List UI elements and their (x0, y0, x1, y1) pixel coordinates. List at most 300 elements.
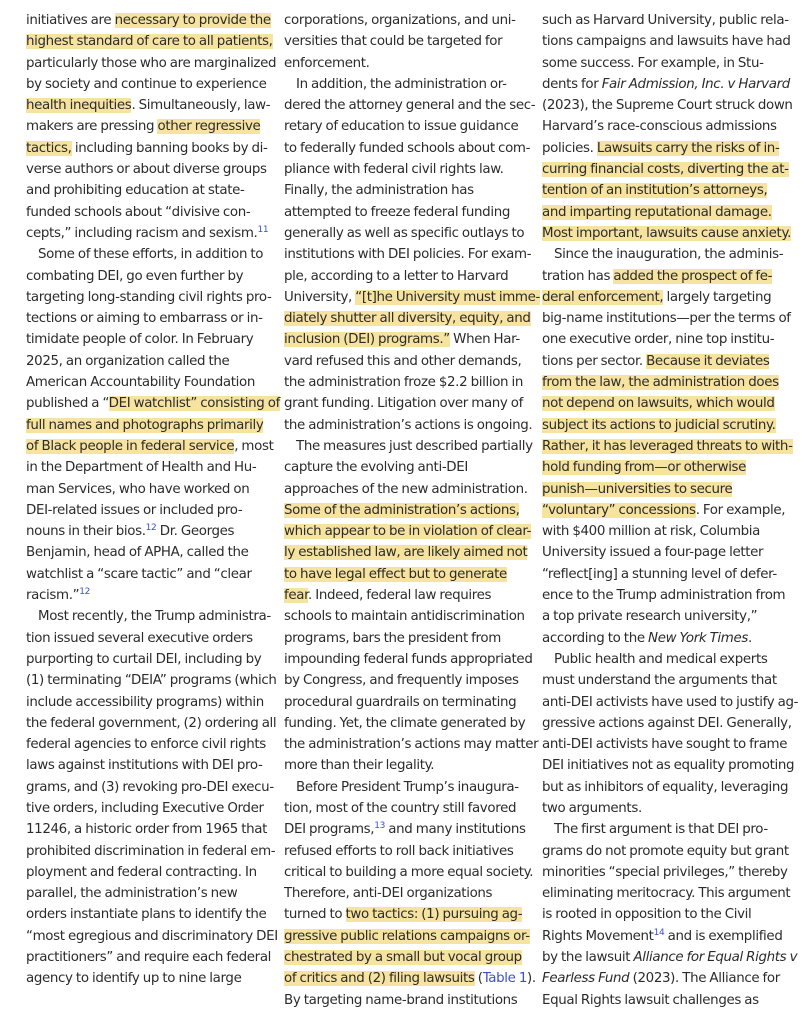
text-segment: by society and continue to experience (26, 76, 267, 92)
text-line (284, 351, 526, 372)
text-segment: including banning books by di- (71, 140, 268, 156)
text-line (542, 947, 798, 968)
text-line (542, 585, 784, 606)
highlighted-text: Because it deviates (646, 353, 770, 369)
text-segment: two arguments. (542, 800, 642, 816)
text-segment: In addition, the administration or- (296, 76, 507, 92)
highlighted-text: full names and photographs primarily (26, 417, 264, 433)
text-segment: cepts,” including racism and sexism. (26, 225, 258, 241)
text-line (542, 542, 784, 563)
text-segment: Dr. Georges (156, 524, 235, 540)
text-line (26, 649, 268, 670)
text-line (542, 606, 784, 627)
highlighted-text: of critics and (2) filing lawsuits (284, 971, 475, 987)
text-segment: in the Department of Health and Hu- (26, 460, 257, 476)
footnote-reference-link[interactable]: 12 (145, 523, 157, 534)
highlighted-text: of Black people in federal service (26, 438, 235, 454)
highlighted-text: Most important, lawsuits cause anxiety. (542, 225, 792, 241)
highlighted-text: ly established law, are likely aimed not (284, 545, 528, 561)
text-line (26, 138, 268, 159)
text-segment: impounding federal funds appropriated (284, 651, 533, 667)
text-line (26, 692, 268, 713)
text-line (284, 947, 526, 968)
text-line (542, 819, 784, 840)
text-segment: Harvard’s race-conscious admissions (542, 119, 777, 135)
text-segment: University, (284, 289, 356, 305)
text-segment: versities that could be targeted for (284, 34, 503, 50)
text-line (284, 649, 533, 670)
text-line (26, 968, 268, 989)
text-line (284, 606, 526, 627)
text-segment: verse authors or about diverse groups (26, 162, 267, 178)
text-line (542, 968, 784, 989)
text-line (26, 947, 272, 968)
text-line (542, 436, 793, 457)
text-line (542, 755, 795, 776)
highlighted-text: two tactics: (1) pursuing ag- (345, 907, 523, 923)
italic-text: New York Times (648, 630, 748, 646)
highlighted-text: to have legal effect but to generate (284, 566, 507, 582)
text-segment: tion issued several executive orders (26, 630, 253, 646)
text-segment: such as Harvard University, public rela- (542, 13, 789, 28)
text-segment: a top private research university,” (542, 609, 758, 625)
text-column-1 (26, 10, 280, 990)
text-segment: , most (234, 438, 274, 454)
text-segment: man Services, who have worked on (26, 481, 250, 497)
text-segment: the administration’s actions may matter (284, 737, 539, 753)
text-segment: (1) terminating “DEIA” programs (which (26, 673, 277, 689)
text-segment: Rights Movement (542, 928, 654, 944)
highlighted-text: tention of an institution’s attorneys, (542, 183, 768, 199)
text-line (284, 904, 526, 925)
text-line (284, 755, 526, 776)
highlighted-text: curring financial costs, diverting the at- (542, 162, 789, 178)
text-segment: the administration’s actions is ongoing. (284, 417, 533, 433)
text-line (26, 521, 268, 542)
text-line (542, 841, 789, 862)
text-segment: by the lawsuit (542, 950, 634, 966)
text-line (542, 777, 789, 798)
highlighted-text: added the prospect of fe- (613, 268, 773, 284)
text-line (26, 883, 268, 904)
highlighted-text: Rather, it has leveraged threats to with- (542, 438, 793, 454)
text-line (284, 95, 536, 116)
text-line (284, 500, 526, 521)
highlighted-text: “[t]he University must imme- (355, 289, 540, 305)
text-line (284, 777, 526, 798)
text-line (284, 223, 526, 244)
text-segment: grams, and (3) revoking pro-DEI execu- (26, 779, 274, 795)
text-segment: Some of these efforts, in addition to (38, 247, 264, 263)
text-segment: When Har- (449, 332, 520, 348)
text-segment: University issued a four-page letter (542, 545, 764, 561)
highlighted-text: deral enforcement, (542, 289, 664, 305)
text-segment: Therefore, anti-DEI organizations (284, 886, 493, 902)
highlighted-text: subject its actions to judicial scrutiny. (542, 417, 776, 433)
text-segment: purporting to curtail DEI, including by (26, 651, 262, 667)
text-line (26, 606, 271, 627)
text-line (542, 862, 788, 883)
text-line (26, 287, 272, 308)
highlighted-text: DEI watchlist” consisting of (108, 396, 280, 412)
text-segment: dents for (542, 76, 602, 92)
text-line (26, 479, 268, 500)
text-line (284, 287, 540, 308)
text-line (542, 479, 784, 500)
text-segment: refused efforts to roll back initiatives (284, 843, 514, 859)
text-segment: attempted to freeze federal funding (284, 204, 510, 220)
italic-text: Fearless Fund (542, 971, 630, 987)
text-segment: programs, bars the president from (284, 630, 501, 646)
text-line (542, 904, 784, 925)
text-segment: . For example, (695, 502, 786, 518)
text-segment: laws against institutions with DEI pro- (26, 758, 263, 774)
text-line (284, 415, 533, 436)
text-line (284, 180, 526, 201)
text-line (542, 415, 784, 436)
text-line (284, 585, 526, 606)
text-segment: eliminating meritocracy. This argument (542, 886, 791, 902)
text-line (542, 692, 799, 713)
text-segment: policies. (542, 140, 597, 156)
text-line (284, 521, 532, 542)
text-line (284, 436, 533, 457)
text-segment: capture the evolving anti-DEI (284, 460, 468, 476)
text-line (284, 393, 526, 414)
text-line (284, 10, 526, 31)
text-segment: and many institutions (385, 822, 526, 838)
text-line (284, 308, 531, 329)
text-segment: Equal Rights lawsuit challenges as (542, 992, 759, 1008)
text-segment: tration has (542, 268, 614, 284)
text-segment: some success. For example, in Stu- (542, 55, 764, 71)
footnote-reference-link[interactable]: 11 (257, 224, 269, 235)
text-line (284, 841, 526, 862)
text-line (26, 819, 268, 840)
text-segment: with $400 million at risk, Columbia (542, 524, 761, 540)
text-segment: is rooted in opposition to the Civil (542, 907, 752, 923)
highlighted-text: highest standard of care to all patients, (26, 34, 273, 50)
text-column-2 (284, 10, 540, 1011)
text-segment: funding. Yet, the climate generated by (284, 715, 526, 731)
text-segment: parallel, the administration’s new (26, 886, 238, 902)
text-segment: “reflect[ing] a stunning level of defer- (542, 566, 777, 582)
text-line (26, 415, 268, 436)
highlighted-text: hold funding from—or otherwise (542, 460, 747, 476)
text-segment: published a “ (26, 396, 109, 412)
highlighted-text: other regressive (157, 119, 261, 135)
text-line (542, 329, 784, 350)
text-segment: dered the attorney general and the sec- (284, 98, 536, 114)
italic-text: Fair Admission, Inc. v Harvard (601, 76, 790, 92)
text-line (284, 31, 526, 52)
text-line (284, 159, 526, 180)
text-segment: retary of education to issue guidance (284, 119, 519, 135)
text-line (542, 116, 784, 137)
text-segment: more than their legality. (284, 758, 435, 774)
text-segment: agency to identify up to nine large (26, 971, 242, 987)
text-segment: anti-DEI activists have sought to frame (542, 737, 788, 753)
text-segment: Before President Trump’s inaugura- (296, 779, 519, 795)
text-line (542, 74, 790, 95)
text-segment: grams do not promote equity but grant (542, 843, 789, 859)
text-line (26, 266, 268, 287)
text-line (26, 670, 277, 691)
text-line (26, 777, 274, 798)
text-segment: schools to maintain antidiscrimination (284, 609, 525, 625)
text-line (284, 990, 526, 1011)
text-line (542, 10, 789, 31)
footnote-reference-link[interactable]: 14 (653, 927, 665, 938)
text-line (542, 308, 791, 329)
italic-text: Alliance for Equal Rights v (633, 950, 798, 966)
text-segment: procedural guardrails on terminating (284, 694, 517, 710)
text-line (284, 74, 526, 95)
text-segment: one executive order, nine top institu- (542, 332, 775, 348)
text-line (26, 862, 268, 883)
text-segment: but as inhibitors of equality, leveraging (542, 779, 789, 795)
highlighted-text: diately shutter all diversity, equity, and (284, 311, 531, 327)
text-line (284, 968, 536, 989)
text-line (542, 670, 784, 691)
text-line (26, 713, 277, 734)
text-segment: enforcement. (284, 55, 370, 71)
text-line (26, 372, 268, 393)
text-line (26, 564, 268, 585)
text-line (284, 244, 532, 265)
text-segment: . Indeed, federal law requires (308, 588, 492, 604)
text-segment: American Accountability Foundation (26, 375, 255, 391)
text-segment: Public health and medical experts (554, 651, 768, 667)
text-segment: prohibited discrimination in federal em- (26, 843, 276, 859)
text-line (26, 74, 268, 95)
text-segment: funded schools about “divisive con- (26, 204, 251, 220)
text-segment: tive orders, including Executive Order (26, 800, 264, 816)
text-line (284, 372, 526, 393)
text-segment: grant funding. Litigation over many of (284, 396, 524, 412)
text-line (284, 819, 526, 840)
text-line (542, 883, 791, 904)
text-segment: tion, most of the country still favored (284, 800, 517, 816)
text-segment: DEI programs, (284, 822, 375, 838)
text-line (26, 116, 268, 137)
text-segment: tections or aiming to embarrass or in- (26, 311, 263, 327)
text-segment: to federally funded schools about com- (284, 140, 531, 156)
text-line (26, 308, 268, 329)
text-line (26, 393, 280, 414)
text-line (26, 926, 278, 947)
table-reference-link[interactable]: Table 1 (482, 971, 528, 987)
text-segment: big-name institutions—per the terms of (542, 311, 791, 327)
text-line (542, 95, 793, 116)
text-line (542, 180, 784, 201)
text-line (26, 734, 268, 755)
text-segment: institutions with DEI policies. For exam- (284, 247, 532, 263)
text-line (284, 628, 526, 649)
text-line (542, 649, 784, 670)
text-line (542, 159, 789, 180)
text-line (284, 138, 531, 159)
text-segment: Finally, the administration has (284, 183, 474, 199)
text-segment: 2025, an organization called the (26, 353, 230, 369)
text-segment: DEI initiatives not as equality promoting (542, 758, 795, 774)
highlighted-text: and imparting reputational damage. (542, 204, 772, 220)
text-line (542, 202, 784, 223)
highlighted-text: health inequities (26, 98, 132, 114)
text-segment: gressive actions against DEI. Generally, (542, 715, 792, 731)
text-line (542, 798, 784, 819)
text-line (284, 542, 526, 563)
highlighted-text: inclusion (DEI) programs.” (284, 332, 450, 348)
text-line (284, 926, 530, 947)
text-segment: critical to building a more equal society. (284, 864, 534, 880)
highlighted-text: Some of the administration’s actions, (284, 502, 520, 518)
text-line (542, 287, 784, 308)
text-segment: timidate people of color. In February (26, 332, 254, 348)
text-line (542, 393, 784, 414)
text-segment: minorities “special privileges,” thereby (542, 864, 788, 880)
text-segment: particularly those who are marginalized (26, 55, 277, 71)
text-segment: the administration froze $2.2 billion in (284, 375, 523, 391)
text-line (542, 457, 784, 478)
text-line (542, 372, 784, 393)
text-segment: ployment and federal contracting. In (26, 864, 257, 880)
text-line (284, 116, 526, 137)
text-segment: by Congress, and frequently imposes (284, 673, 519, 689)
text-segment: ple, according to a letter to Harvard (284, 268, 509, 284)
text-segment: ). (527, 971, 536, 987)
text-line (542, 926, 784, 947)
text-line (542, 244, 784, 265)
text-line (26, 351, 268, 372)
text-segment: approaches of the new administration. (284, 481, 528, 497)
text-segment: ( (474, 971, 483, 987)
text-segment: must understand the arguments that (542, 673, 777, 689)
text-line (284, 670, 526, 691)
highlighted-text: from the law, the administration does (542, 375, 779, 391)
text-column-3 (542, 10, 799, 1011)
text-segment: vard refused this and other demands, (284, 353, 522, 369)
text-segment: combating DEI, go even further by (26, 268, 244, 284)
text-segment: according to the (542, 630, 649, 646)
text-line (26, 500, 268, 521)
text-line (26, 628, 268, 649)
text-segment: nouns in their bios. (26, 524, 146, 540)
text-segment: initiatives are (26, 13, 115, 28)
text-line (284, 713, 526, 734)
highlighted-text: chestrated by a small but vocal group (284, 950, 522, 966)
text-line (284, 457, 526, 478)
text-line (542, 628, 784, 649)
text-line (26, 585, 268, 606)
highlighted-text: tactics, (26, 140, 72, 156)
text-line (26, 436, 274, 457)
text-line (542, 223, 792, 244)
text-line (542, 266, 784, 287)
text-line (26, 329, 268, 350)
text-line (542, 138, 784, 159)
text-line (26, 542, 268, 563)
text-line (284, 564, 526, 585)
text-line (542, 31, 791, 52)
text-segment: largely targeting (663, 289, 772, 305)
text-line (26, 841, 276, 862)
text-segment: (2023), the Supreme Court struck down (542, 98, 793, 114)
text-segment: . (748, 630, 752, 646)
text-line (26, 798, 268, 819)
highlighted-text: which appear to be in violation of clear- (284, 524, 532, 540)
text-line (542, 564, 784, 585)
text-line (542, 713, 792, 734)
highlighted-text: fear (284, 588, 309, 604)
text-line (542, 53, 784, 74)
text-segment: ence to the Trump administration from (542, 588, 786, 604)
text-segment: racism.” (26, 588, 80, 604)
text-segment: The measures just described partially (296, 438, 533, 454)
text-line (284, 479, 526, 500)
text-line (26, 755, 268, 776)
text-line (284, 202, 526, 223)
text-segment: turned to (284, 907, 346, 923)
text-line (284, 692, 526, 713)
text-line (26, 904, 268, 925)
highlighted-text: “voluntary” concessions (542, 502, 696, 518)
text-line (542, 500, 784, 521)
footnote-reference-link[interactable]: 12 (79, 587, 90, 598)
text-segment: DEI-related issues or included pro- (26, 502, 243, 518)
highlighted-text: necessary to provide the (114, 13, 271, 28)
text-segment: The first argument is that DEI pro- (554, 822, 768, 838)
text-segment: targeting long-standing civil rights pro- (26, 289, 272, 305)
text-segment: watchlist a “scare tactic” and “clear (26, 566, 252, 582)
text-segment: makers are pressing (26, 119, 158, 135)
text-segment: and is exemplified (664, 928, 783, 944)
text-segment: anti-DEI activists have used to justify ag- (542, 694, 799, 710)
text-segment: practitioners” and require each federal (26, 950, 272, 966)
text-line (542, 734, 788, 755)
text-line (26, 223, 268, 244)
text-segment: generally as well as specific outlays to (284, 225, 525, 241)
footnote-reference-link[interactable]: 13 (374, 821, 385, 832)
text-line (26, 244, 268, 265)
text-line (284, 734, 539, 755)
text-line (26, 53, 277, 74)
text-segment: (2023). The Alliance for (629, 971, 780, 987)
text-segment: tions per sector. (542, 353, 647, 369)
text-line (542, 990, 784, 1011)
text-line (284, 883, 526, 904)
text-line (26, 180, 268, 201)
text-line (26, 10, 271, 31)
text-segment: Most recently, the Trump administra- (38, 609, 271, 625)
text-segment: Benjamin, head of APHA, called the (26, 545, 249, 561)
text-line (284, 862, 534, 883)
text-line (542, 351, 784, 372)
text-line (284, 266, 526, 287)
text-segment: the federal government, (2) ordering all (26, 715, 277, 731)
text-line (284, 329, 526, 350)
highlighted-text: punish—universities to secure (542, 481, 733, 497)
text-segment: “most egregious and discriminatory DEI (26, 928, 278, 944)
text-line (26, 202, 268, 223)
text-segment: federal agencies to enforce civil rights (26, 737, 266, 753)
text-segment: corporations, organizations, and uni- (284, 13, 516, 28)
text-segment: include accessibility programs) within (26, 694, 264, 710)
text-line (26, 95, 271, 116)
text-segment: . Simultaneously, law- (131, 98, 271, 114)
text-segment: By targeting name-brand institutions (284, 992, 518, 1008)
text-line (284, 798, 526, 819)
